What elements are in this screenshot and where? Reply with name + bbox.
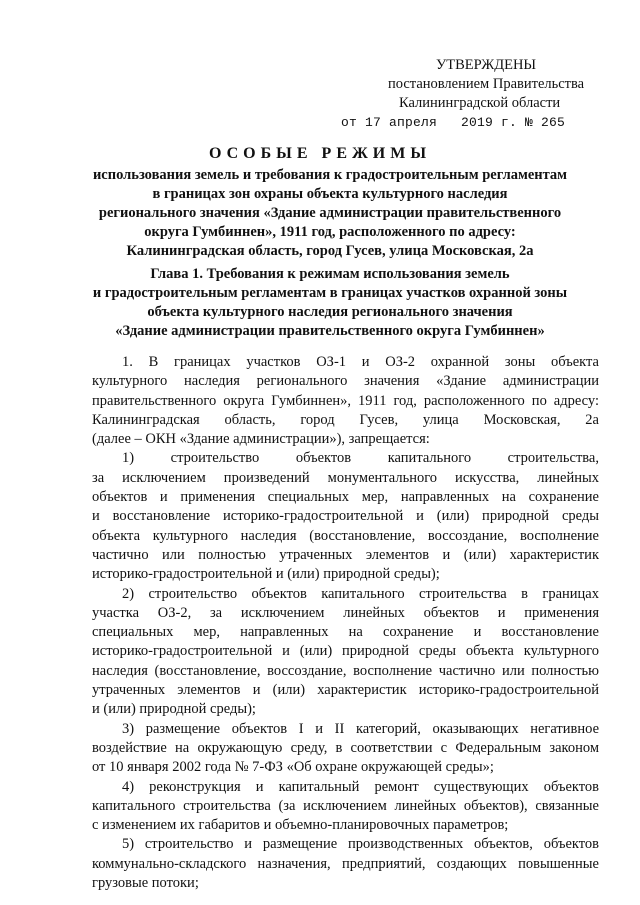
document-subtitle — [60, 166, 600, 261]
text-line: 1) строительство объектов капитального строительства, — [122, 450, 599, 467]
approval-number: № 265 — [525, 115, 566, 130]
subtitle-line: в границах зон охраны объекта культурного наследия — [152, 186, 508, 202]
approval-year: 2019 г. — [461, 115, 518, 130]
text-line: от 10 января 2002 года № 7-ФЗ «Об охране окружающей среды»; — [92, 759, 494, 776]
text-line: специальных мер, направленных на сохранение и восстановление — [92, 624, 599, 641]
text-line: 4) реконструкция и капитальный ремонт существующих объектов — [122, 778, 599, 795]
approval-heading: УТВЕРЖДЕНЫ — [436, 57, 537, 73]
chapter-line: и градостроительным регламентам в границах участков охранной зоны — [92, 285, 568, 301]
text-line: Калининградская область, город Гусев, улица Московская, 2а — [92, 411, 599, 428]
text-line: утраченных элементов и (или) характеристик историко-градостроительной — [92, 682, 599, 699]
text-line: 5) строительство и размещение производственных объектов, объектов — [122, 836, 599, 853]
text-line: объекта культурного наследия (восстановление, воссоздание, восполнение — [92, 527, 599, 544]
subtitle-line: округа Гумбиннен», 1911 год, расположенного по адресу: — [144, 224, 516, 240]
document-body — [92, 353, 599, 893]
text-line: объектов и применения специальных мер, направленных на сохранение — [92, 489, 599, 506]
text-line: (далее – ОКН «Здание администрации»), запрещается: — [92, 431, 430, 448]
item-5 — [92, 835, 599, 893]
text-line: историко-градостроительной и (или) природной среды объекта культурного — [92, 643, 599, 660]
approval-region: Калининградской области — [399, 95, 561, 111]
text-line: с изменением их габаритов и объемно-планировочных параметров; — [92, 817, 509, 834]
text-line: за исключением произведений монументального искусства, линейных — [92, 469, 599, 486]
chapter-line: объекта культурного наследия регионального значения — [147, 304, 513, 320]
item-1 — [92, 449, 599, 584]
text-line: частично или полностью утраченных элементов и (или) характеристик — [92, 546, 599, 563]
text-line: коммунально-складского назначения, предприятий, создающих повышенные — [92, 855, 599, 872]
subtitle-line: Калининградская область, город Гусев, улица Московская, 2а — [126, 243, 534, 259]
text-line: 2) строительство объектов капитального строительства в границах — [122, 585, 599, 602]
chapter-heading — [60, 265, 600, 341]
text-line: воздействие на окружающую среду, в соответствии с Федеральным законом — [92, 739, 599, 756]
item-2 — [92, 585, 599, 720]
item-3 — [92, 720, 599, 778]
paragraph-1 — [92, 353, 599, 449]
chapter-line: Глава 1. Требования к режимам использования земель — [150, 266, 510, 282]
text-line: культурного наследия регионального значения «Здание администрации — [92, 373, 599, 390]
approval-date: от 17 апреля — [341, 115, 438, 130]
text-line: участка ОЗ-2, за исключением линейных объектов и применения — [92, 604, 599, 621]
chapter-line: «Здание администрации правительственного округа Гумбиннен» — [115, 323, 545, 339]
text-line: и восстановление историко-градостроительной и (или) природной среды — [92, 508, 599, 525]
approval-date-line — [318, 113, 608, 132]
text-line: правительственного округа Гумбиннен», 1911 год, расположенного по адресу: — [92, 392, 599, 409]
subtitle-line: регионального значения «Здание администрации правительственного — [98, 205, 562, 221]
approval-block — [318, 56, 608, 132]
text-line: грузовые потоки; — [92, 875, 199, 892]
text-line: историко-градостроительной и (или) природной среды); — [92, 566, 440, 583]
subtitle-line: использования земель и требования к градостроительным регламентам — [92, 167, 568, 183]
text-line: капитального строительства (за исключением линейных объектов), связанные — [92, 797, 599, 814]
text-line: наследия (восстановление, воссоздание, восполнение частично или полностью — [92, 662, 599, 679]
item-4 — [92, 778, 599, 836]
text-line: и (или) природной среды); — [92, 701, 256, 718]
text-line: 3) размещение объектов I и II категорий, оказывающих негативное — [122, 720, 599, 737]
approval-resolution: постановлением Правительства — [388, 76, 585, 92]
text-line: 1. В границах участков ОЗ-1 и ОЗ-2 охранной зоны объекта — [122, 354, 599, 370]
document-title: ОСОБЫЕ РЕЖИМЫ — [208, 145, 432, 162]
